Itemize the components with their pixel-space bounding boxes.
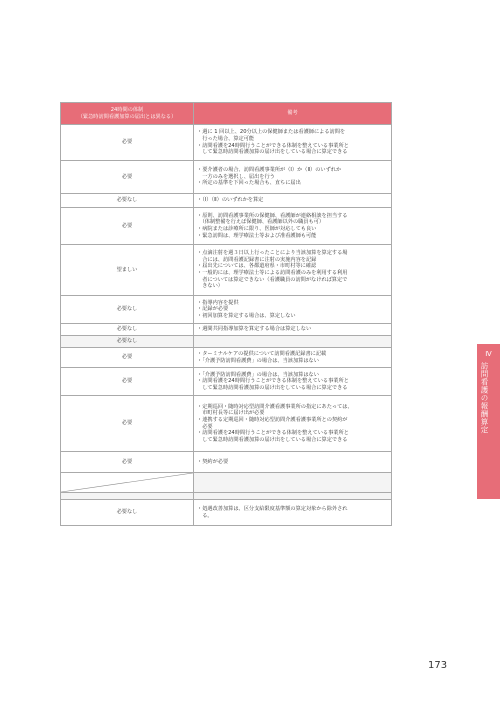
table-spacer-row [61, 493, 392, 500]
table-row [61, 500, 392, 526]
table-row [61, 245, 392, 296]
remarks-cell: ・（Ⅰ）（Ⅱ）のいずれかを算定 [194, 194, 392, 208]
page-number: 173 [428, 660, 448, 671]
table-row [61, 208, 392, 245]
table-row [61, 473, 392, 493]
remarks-cell: ・定期巡回・随時対応型訪問介護看護事業所の指定にあたっては、 市町村長等に届け出が必要 ・連携する定期巡回・随時対応型訪問介護看護事業所との契約が 必要 ・訪問看護を24時間行うことができる体制を整えている事業所と して緊急時訪問看護加算の届け出をしている場合に算定できる [194, 396, 392, 452]
remarks-cell: ・原則、訪問看護事業所の保健師、看護師が連絡相談を担当する （体制整備を行えば保健師、看護師以外の職員も可） ・病院または診療所に限り、医師が対応しても良い ・緊急訪問は、理学療法士等および准看護師も可能 [194, 208, 392, 245]
remarks-cell: ・週間共同指導加算を算定する場合は算定しない [194, 324, 392, 336]
system-cell: 必要 [61, 452, 194, 473]
chapter-side-tab [477, 344, 500, 499]
table-row [61, 161, 392, 194]
remarks-cell: ・週に 1 回以上、20分以上の保健師または看護師による訪問を 行った場合、算定可能 ・訪問看護を24時間行うことができる体制を整えている事業所と して緊急時訪問看護加算の届け出をしている場合に算定できる [194, 125, 392, 161]
table-row [61, 368, 392, 396]
remarks-table [60, 102, 392, 526]
table-row [61, 125, 392, 161]
remarks-cell: ・処遇改善加算は、区分支給限度基準額の算定対象から除外され る。 [194, 500, 392, 526]
system-cell: 必要 [61, 161, 194, 194]
spacer-cell [61, 493, 194, 500]
header-remarks: 備考 [194, 103, 392, 125]
table-row [61, 396, 392, 452]
system-cell: 必要 [61, 125, 194, 161]
remarks-cell: ・「介護予防訪問看護費」の場合は、当該加算はない ・訪問看護を24時間行うことができる体制を整えている事業所と して緊急時訪問看護加算の届け出をしている場合に算定できる [194, 368, 392, 396]
table-row [61, 296, 392, 324]
chapter-title: 訪問看護の報酬算定 [480, 362, 489, 434]
remarks-cell [194, 473, 392, 493]
remarks-cell: ・契約が必要 [194, 452, 392, 473]
spacer-cell [194, 493, 392, 500]
system-cell: 必要 [61, 348, 194, 368]
diagonal-line [61, 473, 193, 492]
system-cell: 必要なし [61, 296, 194, 324]
remarks-cell: ・要介護者の場合、訪問看護事業所が（Ⅰ）か（Ⅱ）のいずれか 一方のみを選択し、届出を行う ・所定の基準を下回った場合も、直ちに届出 [194, 161, 392, 194]
table-row [61, 194, 392, 208]
remarks-cell [194, 336, 392, 348]
system-cell: 必要 [61, 208, 194, 245]
system-cell: 必要なし [61, 324, 194, 336]
table-row [61, 336, 392, 348]
table-row [61, 348, 392, 368]
system-cell: 望ましい [61, 245, 194, 296]
table-row [61, 324, 392, 336]
system-cell: 必要 [61, 368, 194, 396]
table-header-row [61, 103, 392, 125]
table-row [61, 452, 392, 473]
system-cell: 必要 [61, 396, 194, 452]
system-cell: 必要なし [61, 500, 194, 526]
system-cell: 必要なし [61, 336, 194, 348]
remarks-cell: ・点滴注射を週３日以上行ったことにより当該加算を算定する場 合には、訪問看護記録書に注射の実施内容を記録 ・届出先については、各都道府県・市町村等に確認 ・一般的には、理学療法士等による訪問看護のみを利用する利用 者については算定できない（看護職員の訪問がなければ算定で きない） [194, 245, 392, 296]
remarks-cell: ・指導内容を提供 ・記録が必要 ・初回加算を算定する場合は、算定しない [194, 296, 392, 324]
remarks-cell: ・ターミナルケアの提供について訪問看護記録書に記載 ・「介護予防訪問看護費」の場合は、当該加算はない [194, 348, 392, 368]
header-24h-system: 24時間の体制 （緊急時訪問看護加算の届出とは異なる） [61, 103, 194, 125]
system-cell: 必要なし [61, 194, 194, 208]
diagonal-empty-cell [61, 473, 194, 493]
chapter-number: Ⅳ [485, 350, 492, 358]
